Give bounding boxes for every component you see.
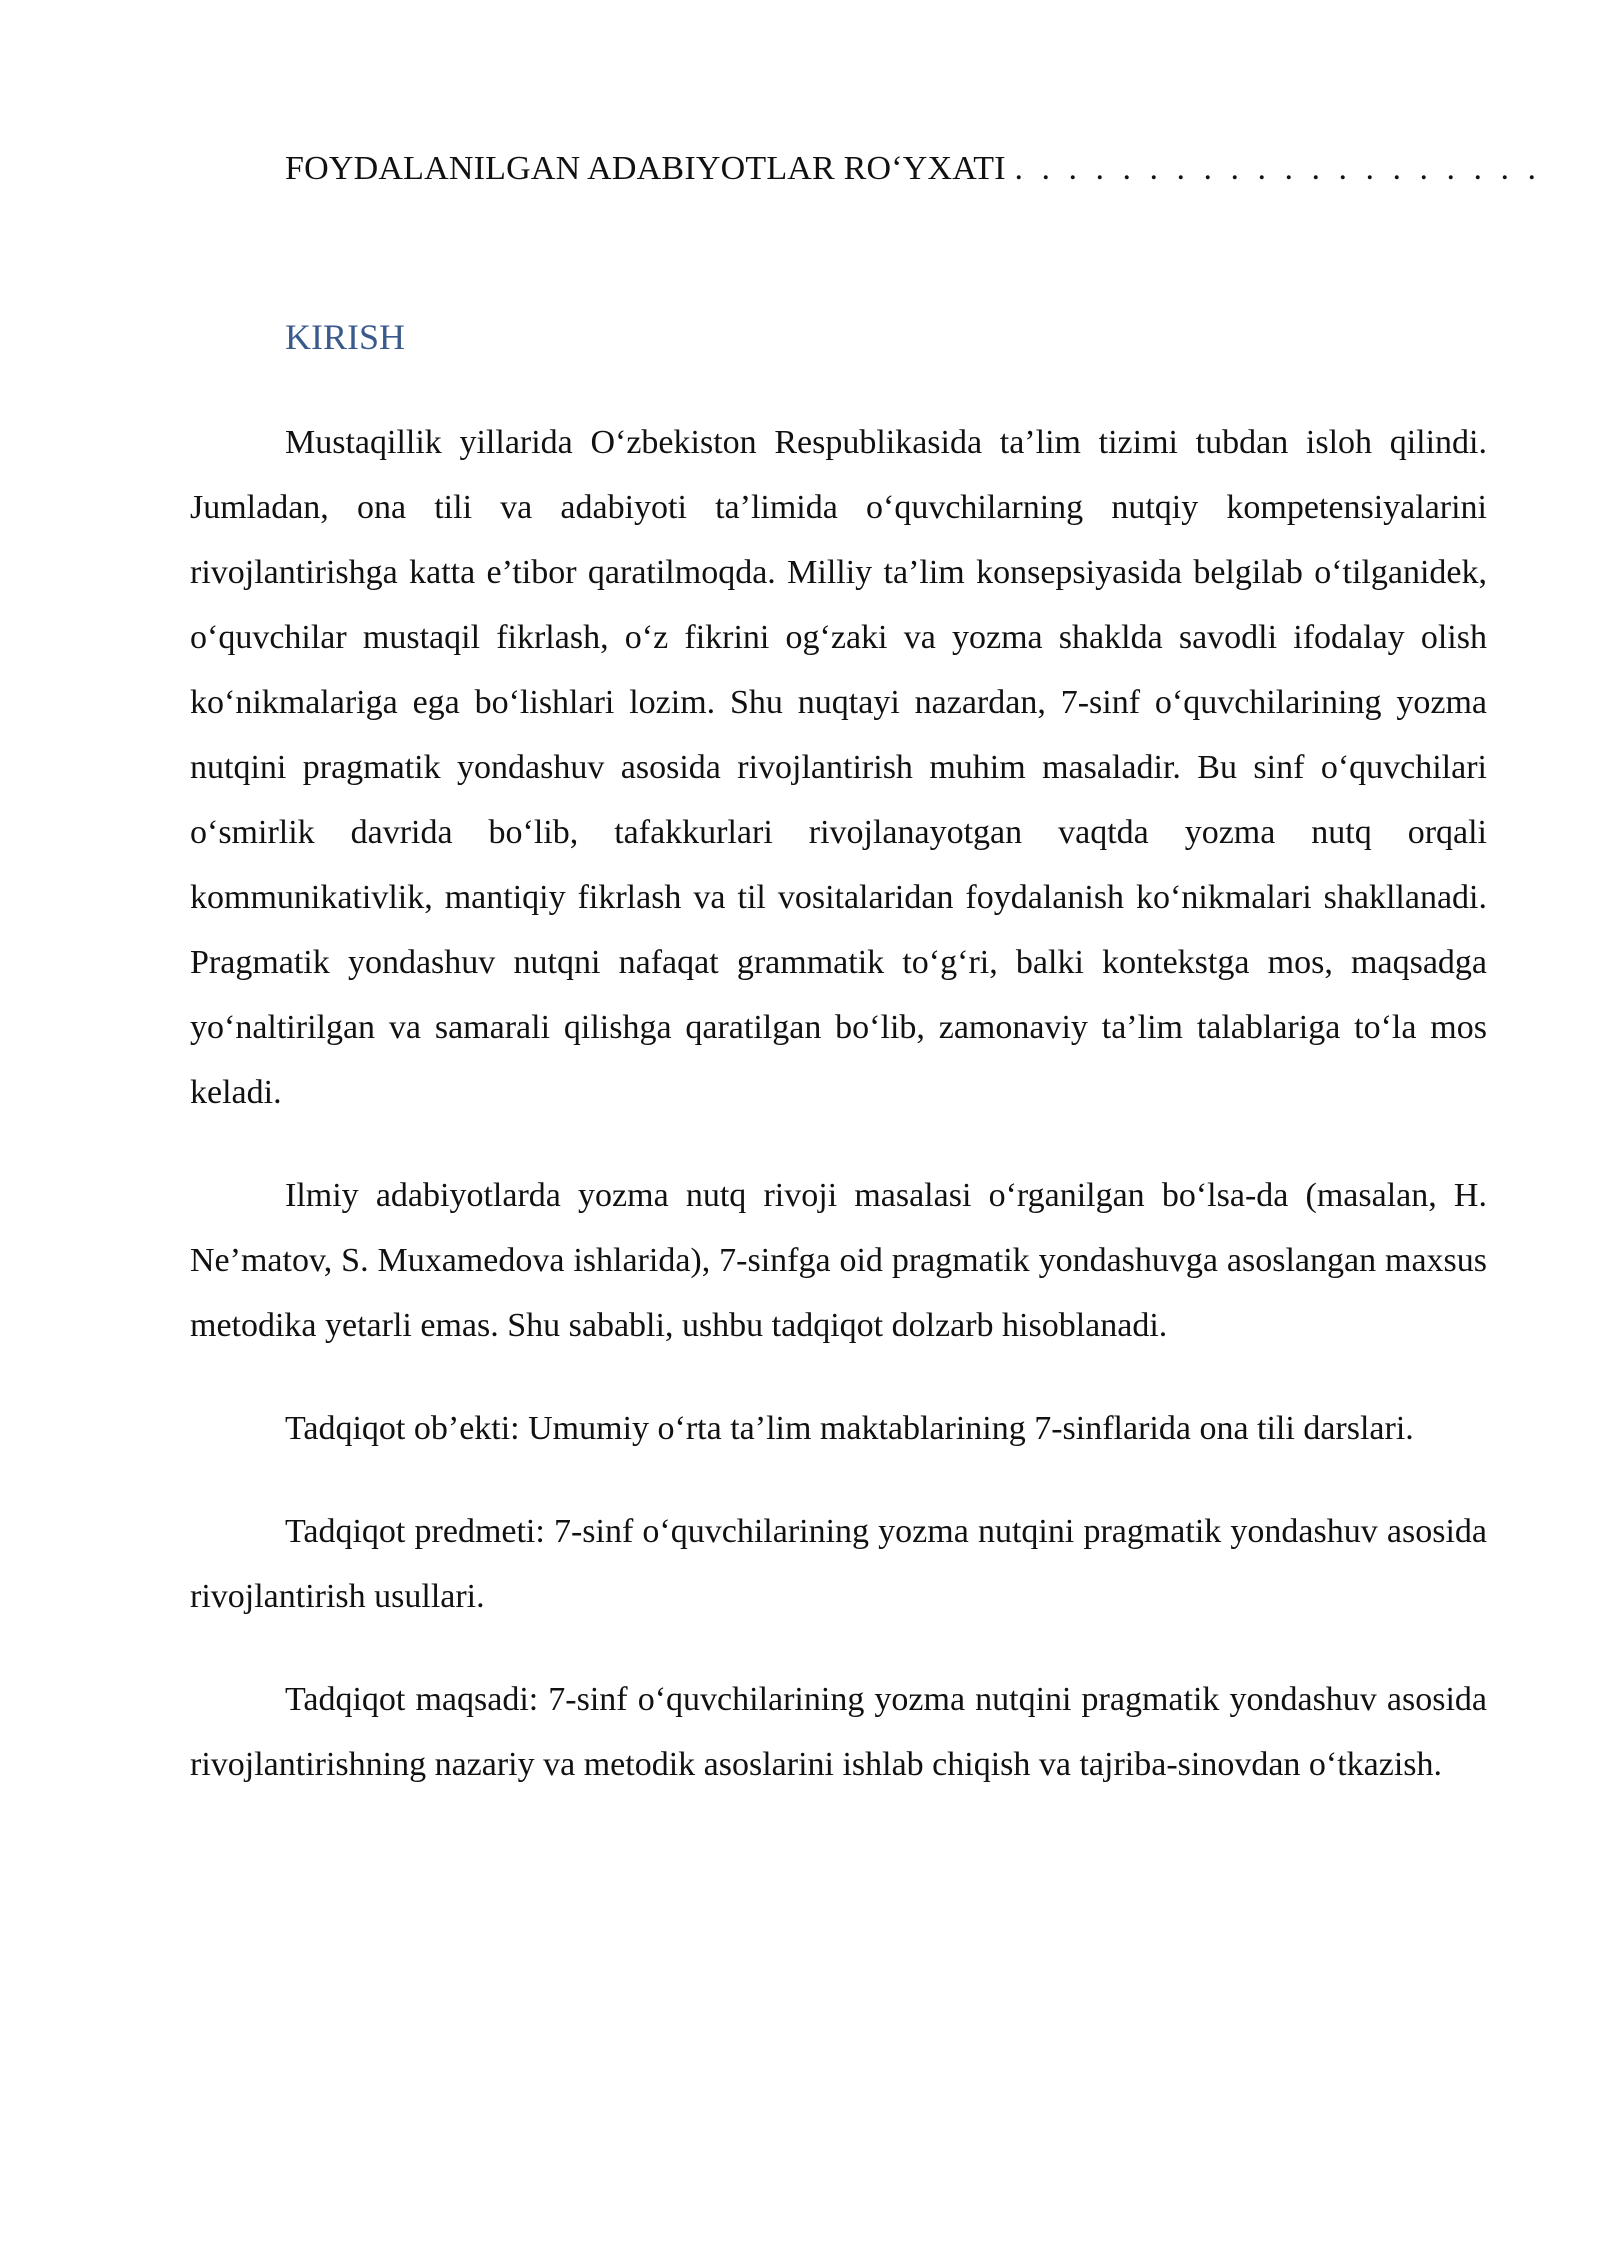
paragraph-literature: Ilmiy adabiyotlarda yozma nutq rivoji masalasi o‘rganilgan bo‘lsa-da (masalan, H. Ne’matov, S. Muxamedova ishlarida), 7-sinfga oid pragmatik yondashuvga asoslangan maxsus metodika yetarli emas. Shu sababli, ushbu tadqiqot dolzarb hisoblanadi. <box>190 1177 1487 1344</box>
toc-entry-references[interactable] <box>285 150 1541 188</box>
paragraph-research-goal: Tadqiqot maqsadi: 7-sinf o‘quvchilarining yozma nutqini pragmatik yondashuv asosida rivojlantirishning nazariy va metodik asoslarini ishlab chiqish va tajriba-sinovdan o‘tkazish. <box>190 1681 1487 1783</box>
paragraph-research-subject: Tadqiqot predmeti: 7-sinf o‘quvchilarining yozma nutqini pragmatik yondashuv asosida rivojlantirish usullari. <box>190 1513 1487 1615</box>
paragraph-research-object: Tadqiqot ob’ekti: Umumiy o‘rta ta’lim maktablarining 7-sinflarida ona tili darslari. <box>285 1410 1414 1447</box>
body-text <box>190 410 1487 1835</box>
section-heading: KIRISH <box>285 317 406 357</box>
toc-leader-dots: . . . . . . . . . . . . . . . . . . . . <box>1014 150 1541 187</box>
toc-entry-label: FOYDALANILGAN ADABIYOTLAR RO‘YXATI <box>285 150 1006 187</box>
paragraph-intro: Mustaqillik yillarida O‘zbekiston Respublikasida ta’lim tizimi tubdan isloh qilindi. Jumladan, ona tili va adabiyoti ta’limida o‘quvchilarning nutqiy kompetensiyalarini rivojlantirishga katta e’tibor qaratilmoqda. Milliy ta’lim konsepsiyasida belgilab o‘tilganidek, o‘quvchilar mustaqil fikrlash, o‘z fikrini og‘zaki va yozma shaklda savodli ifodalay olish ko‘nikmalariga ega bo‘lishlari lozim. Shu nuqtayi nazardan, 7-sinf o‘quvchilarining yozma nutqini pragmatik yondashuv asosida rivojlantirish muhim masaladir. Bu sinf o‘quvchilari o‘smirlik davrida bo‘lib, tafakkurlari rivojlanayotgan vaqtda yozma nutq orqali kommunikativlik, mantiqiy fikrlash va til vositalaridan foydalanish ko‘nikmalari shakllanadi. Pragmatik yondashuv nutqni nafaqat grammatik to‘g‘ri, balki kontekstga mos, maqsadga yo‘naltirilgan va samarali qilishga qaratilgan bo‘lib, zamonaviy ta’lim talablariga to‘la mos keladi. <box>190 424 1487 1111</box>
